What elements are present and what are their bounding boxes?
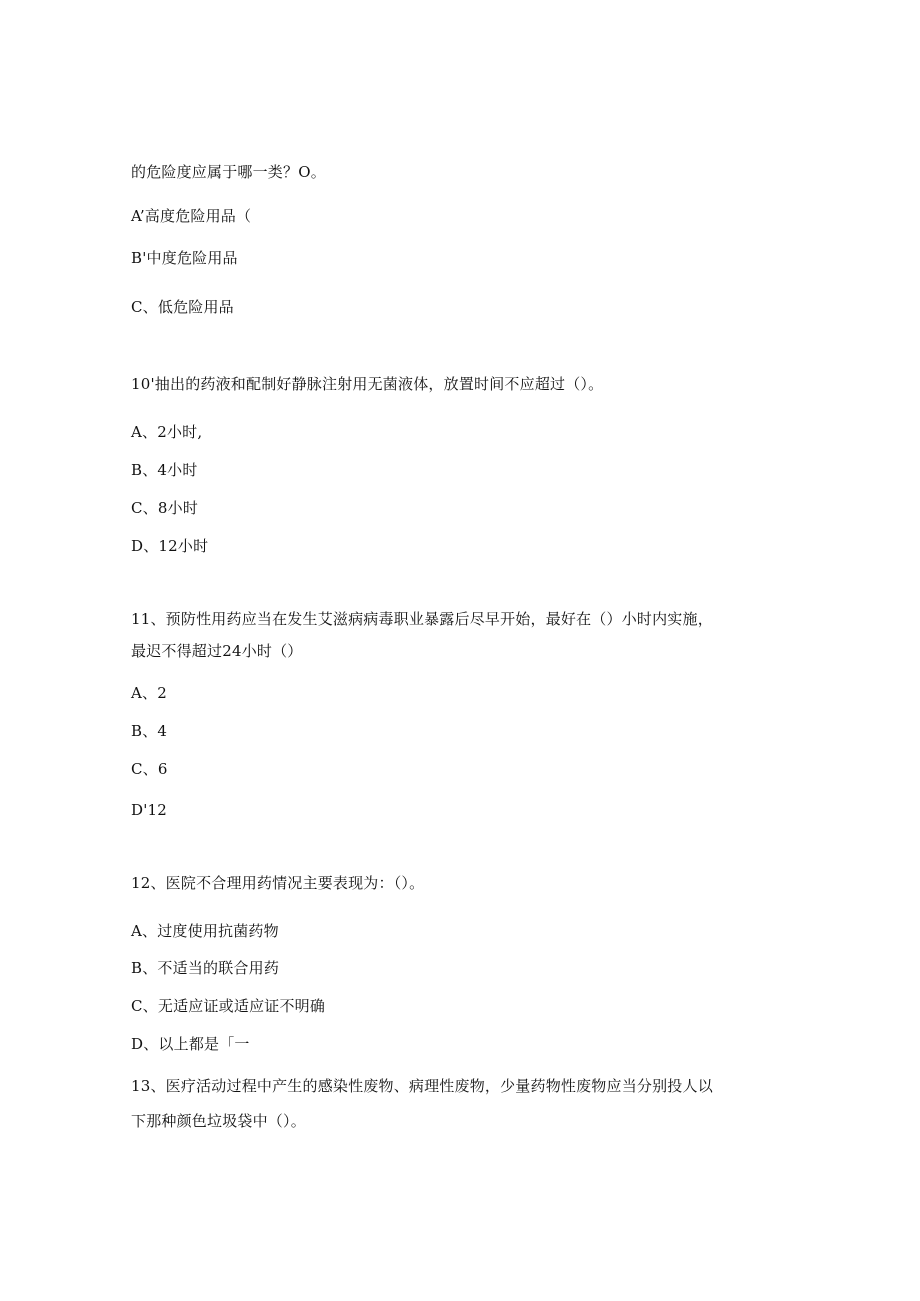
question-10-stem: 10'抽出的药液和配制好静脉注射用无菌液体，放置时间不应超过（）。: [131, 375, 604, 393]
question-11-stem-line-1: 11、预防性用药应当在发生艾滋病病毒职业暴露后尽早开始，最好在（）小时内实施，: [131, 610, 713, 628]
question-9-option-a: A’高度危险用品（: [131, 207, 252, 225]
question-10-option-b: B、4小时: [131, 461, 198, 479]
question-11-option-c: C、6: [131, 760, 168, 778]
question-12-option-a: A、过度使用抗菌药物: [131, 922, 279, 940]
question-11-option-a: A、2: [131, 684, 167, 702]
question-9-option-c: C、低危险用品: [131, 298, 234, 316]
question-12-option-b: B、不适当的联合用药: [131, 959, 280, 977]
question-12-stem: 12、医院不合理用药情况主要表现为：（）。: [131, 874, 425, 892]
question-12-option-c: C、无适应证或适应证不明确: [131, 997, 326, 1015]
question-11-option-d: D'12: [131, 801, 168, 819]
question-10-option-d: D、12小时: [131, 537, 209, 555]
question-10-option-c: C、8小时: [131, 499, 199, 517]
question-11-option-b: B、4: [131, 722, 168, 740]
question-11-stem-line-2: 最迟不得超过24小时（）: [131, 642, 303, 660]
question-12-option-d: D、以上都是「一: [131, 1035, 250, 1053]
question-9-option-b: B'中度危险用品: [131, 249, 238, 267]
question-13-stem-line-1: 13、医疗活动过程中产生的感染性废物、病理性废物，少量药物性废物应当分别投人以: [131, 1077, 713, 1095]
question-13-stem-line-2: 下那种颜色垃圾袋中（）。: [131, 1112, 306, 1130]
question-10-option-a: A、2小时,: [131, 423, 203, 441]
question-9-stem: 的危险度应属于哪一类？O。: [131, 163, 326, 181]
